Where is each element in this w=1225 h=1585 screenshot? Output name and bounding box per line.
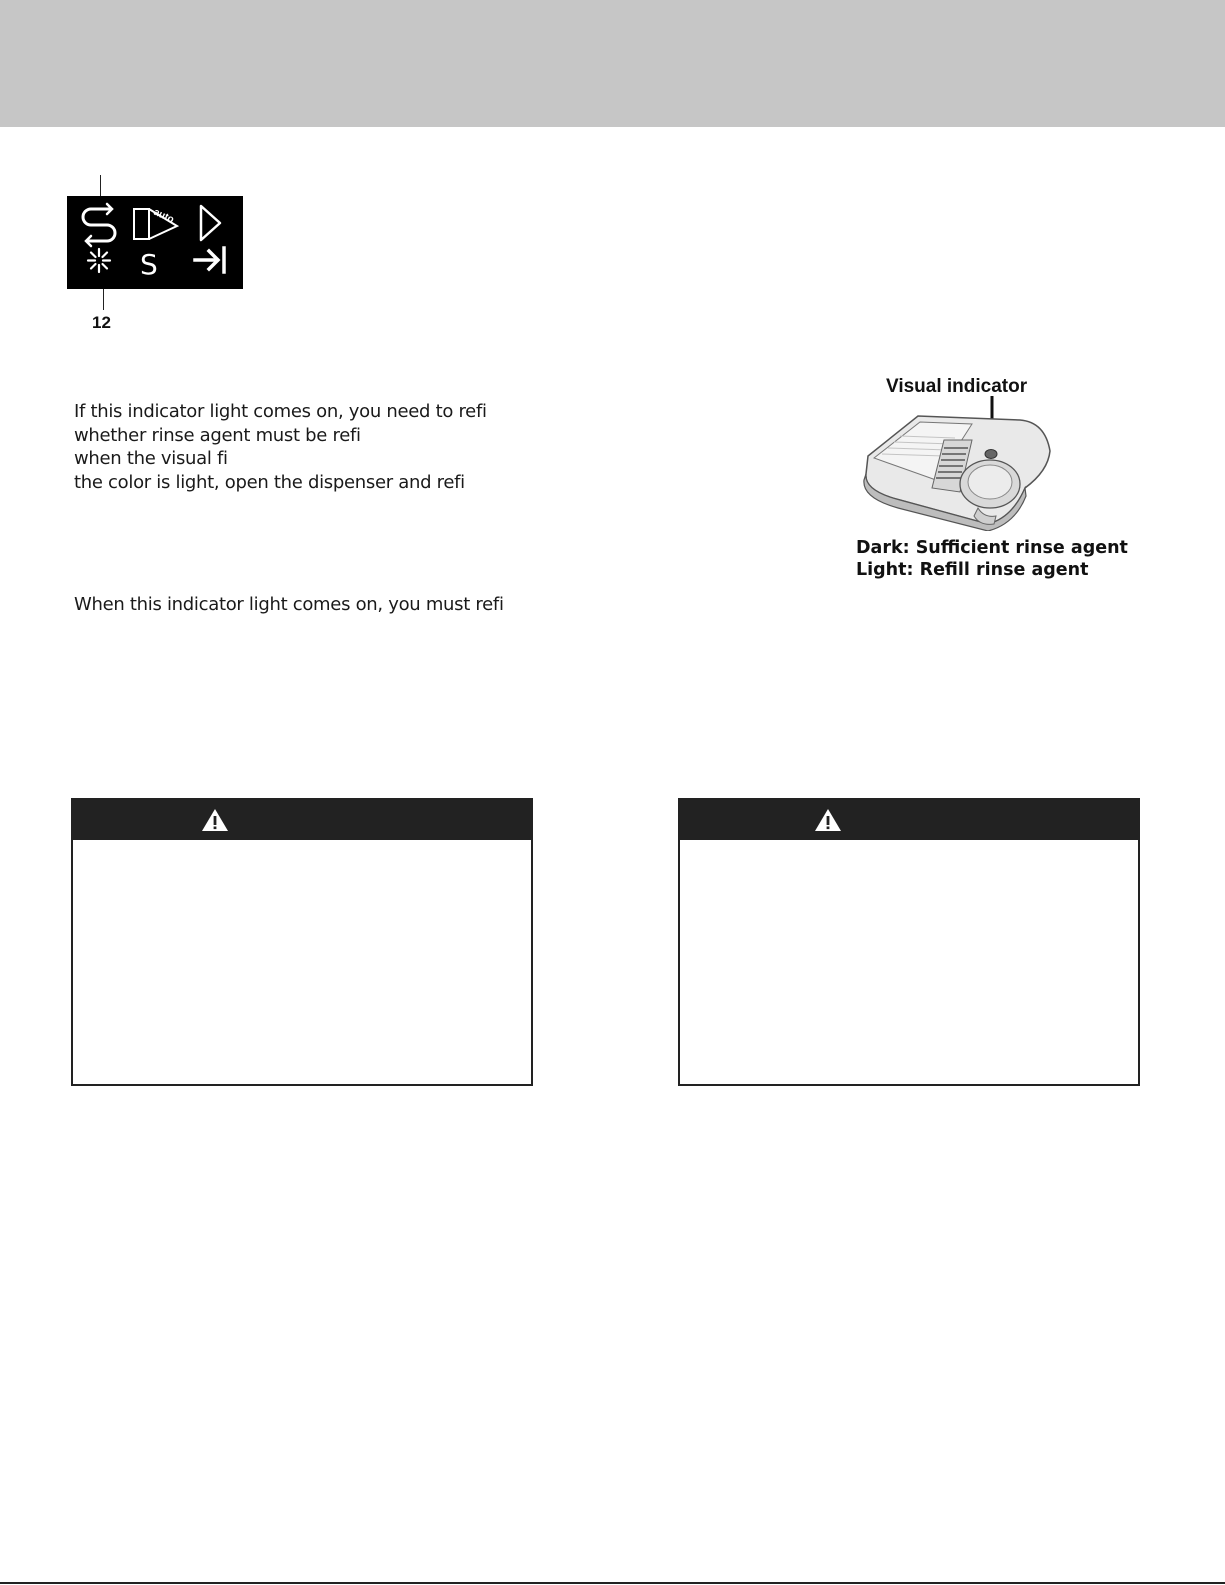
start-icon (201, 206, 220, 240)
rinse-agent-paragraph (74, 400, 487, 494)
callout-line-top (100, 175, 101, 196)
footer-rule (0, 1582, 1225, 1584)
warning-box-right (678, 798, 1140, 1086)
delay-start-icon (195, 248, 224, 272)
paragraph-line: whether rinse agent must be refi (74, 424, 361, 446)
legend-light: Light: Refill rinse agent (856, 560, 1089, 580)
legend-dark: Dark: Sufficient rinse agent (856, 538, 1128, 558)
callout-number: 12 (92, 313, 111, 332)
rinse-cycle-icon (83, 204, 115, 246)
paragraph-line: When this indicator light comes on, you must refi (74, 594, 504, 615)
warning-header (680, 800, 1138, 840)
figure-title: Visual indicator (886, 376, 1028, 397)
paragraph-line: when the visual fi (74, 448, 228, 469)
paragraph-line: the color is light, open the dispenser and refi (74, 471, 465, 493)
rinse-agent-icon (88, 249, 110, 272)
salt-icon: S (140, 248, 158, 281)
control-panel-icons (67, 196, 243, 289)
callout-line-bottom (103, 289, 104, 310)
auto-door-open-icon (134, 207, 177, 239)
warning-triangle-icon (814, 808, 842, 832)
warning-box-left (71, 798, 533, 1086)
page-header-band (0, 0, 1225, 127)
salt-paragraph (74, 593, 504, 617)
warning-triangle-icon (201, 808, 229, 832)
warning-header (73, 800, 531, 840)
dispenser-illustration (860, 396, 1060, 531)
paragraph-line: If this indicator light comes on, you need to refi (74, 401, 487, 422)
svg-text:auto: auto (151, 206, 176, 226)
